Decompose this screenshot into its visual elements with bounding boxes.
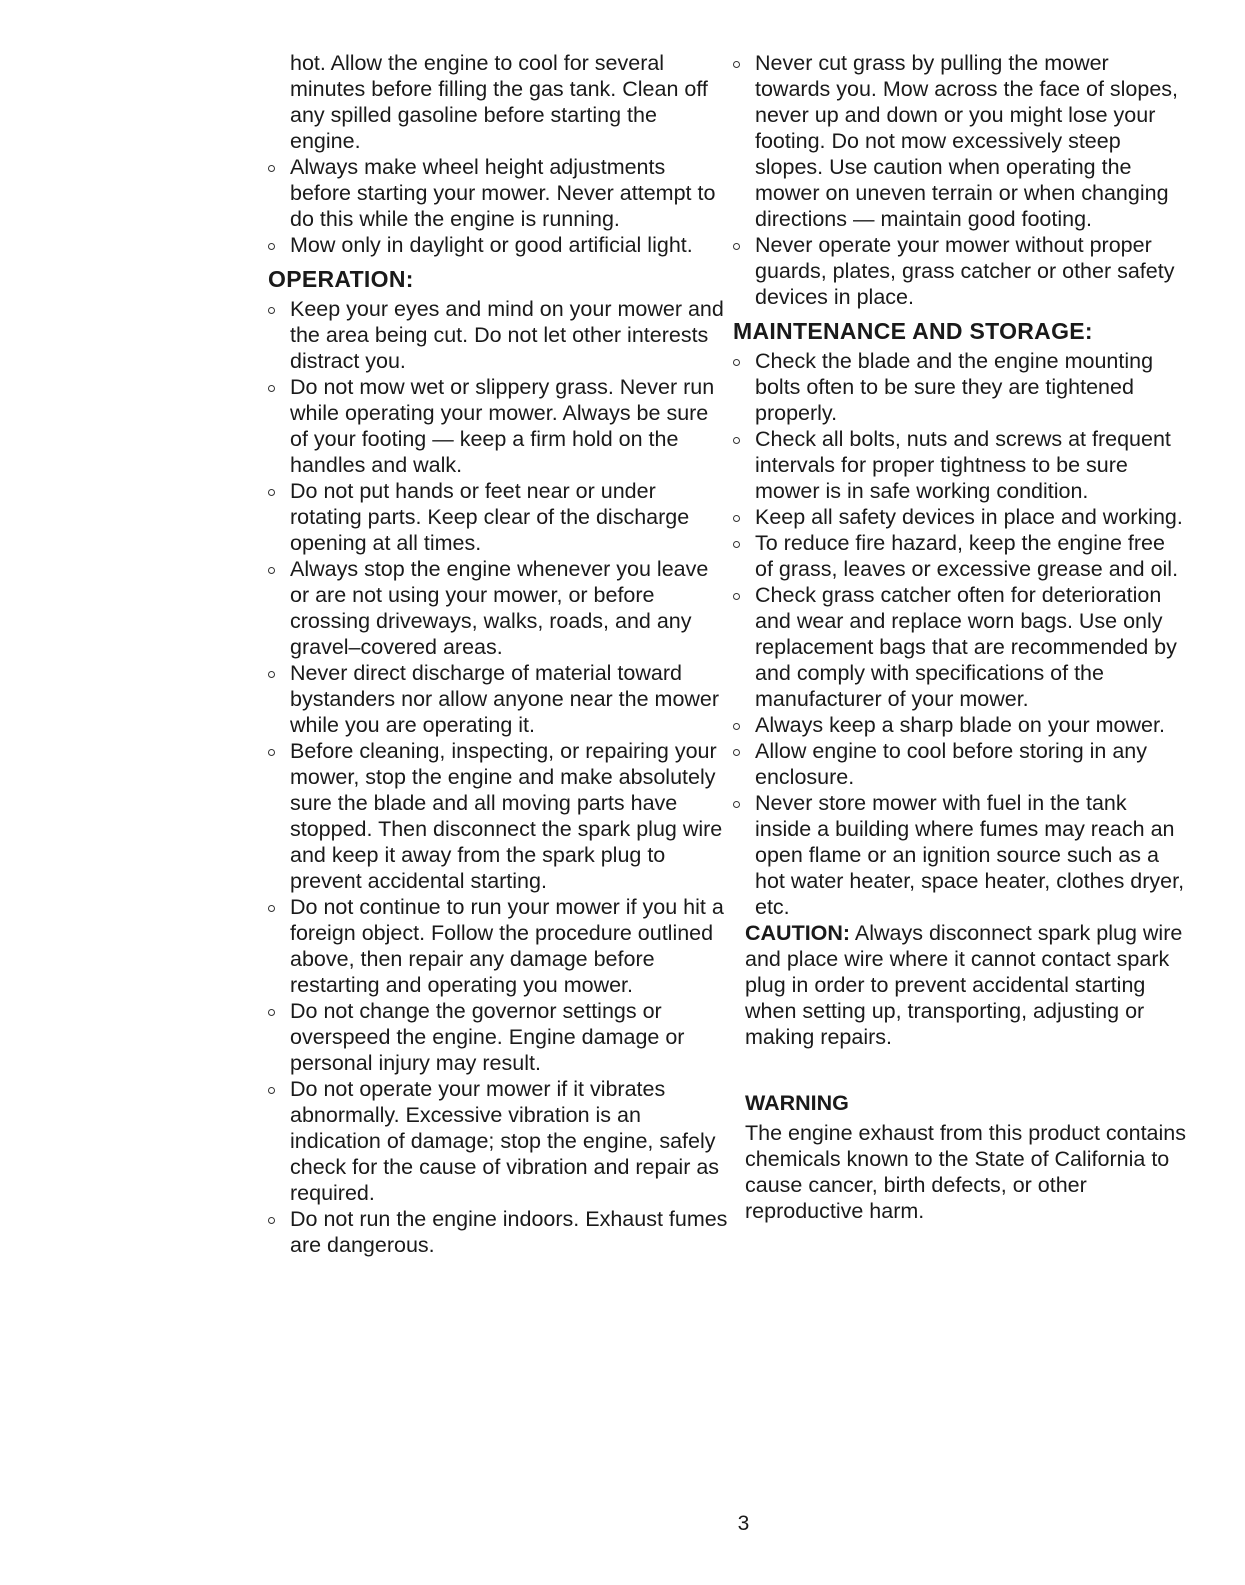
operation-heading: OPERATION:: [268, 266, 414, 292]
page-number-container: [0, 1512, 1245, 1536]
list-item: [268, 154, 728, 232]
bullet-icon: [268, 1087, 275, 1094]
list-item: [268, 374, 728, 478]
bullet-icon: [268, 567, 275, 574]
list-item-text: Do not continue to run your mower if you hit a foreign object. Follow the procedure outlined above, then repair any damage before restarting and operating you mower.: [290, 895, 724, 997]
operation-bullet-list: [268, 296, 728, 1258]
list-item: [733, 50, 1188, 232]
right-column: [733, 50, 1188, 1224]
bullet-icon: [268, 307, 275, 314]
list-item: [733, 530, 1188, 582]
bullet-icon: [268, 1217, 275, 1224]
list-item: [733, 348, 1188, 426]
continuation-paragraph: hot. Allow the engine to cool for several minutes before filling the gas tank. Clean off any spilled gasoline before starting the engine.: [290, 51, 708, 153]
list-item-text: Allow engine to cool before storing in any enclosure.: [755, 739, 1148, 789]
list-item: [268, 478, 728, 556]
list-item: [733, 790, 1188, 920]
bullet-icon: [268, 385, 275, 392]
list-item-text: Mow only in daylight or good artificial light.: [290, 233, 693, 257]
list-item: [268, 1206, 728, 1258]
top-bullet-list: [733, 50, 1188, 310]
list-item: [268, 556, 728, 660]
list-item-text: Always make wheel height adjustments before starting your mower. Never attempt to do this while the engine is running.: [290, 155, 716, 231]
list-item: [268, 232, 728, 258]
intro-bullet-list: [268, 154, 728, 258]
list-item: [733, 738, 1188, 790]
left-column: [268, 50, 728, 1258]
bullet-icon: [733, 801, 740, 808]
list-item-text: Always stop the engine whenever you leave or are not using your mower, or before crossing driveways, walks, roads, and any gravel–covered areas.: [290, 557, 709, 659]
warning-text: The engine exhaust from this product contains chemicals known to the State of California to cause cancer, birth defects, or other reproductive harm.: [745, 1121, 1187, 1223]
bullet-icon: [268, 749, 275, 756]
list-item-text: Do not change the governor settings or overspeed the engine. Engine damage or personal injury may result.: [290, 999, 685, 1075]
list-item-text: Do not put hands or feet near or under rotating parts. Keep clear of the discharge opening at all times.: [290, 479, 690, 555]
list-item: [268, 296, 728, 374]
list-item: [268, 894, 728, 998]
bullet-icon: [733, 749, 740, 756]
bullet-icon: [268, 905, 275, 912]
list-item-text: Never store mower with fuel in the tank inside a building where fumes may reach an open flame or an ignition source such as a hot water heater, space heater, clothes dryer, etc.: [755, 791, 1185, 919]
page-number: 3: [737, 1512, 750, 1535]
list-item-text: To reduce fire hazard, keep the engine free of grass, leaves or excessive grease and oil.: [755, 531, 1179, 581]
bullet-icon: [733, 723, 740, 730]
list-item-text: Do not operate your mower if it vibrates abnormally. Excessive vibration is an indication of damage; stop the engine, safely check for the cause of vibration and repair as required.: [290, 1077, 720, 1205]
bullet-icon: [268, 671, 275, 678]
bullet-icon: [733, 541, 740, 548]
list-item-text: Check all bolts, nuts and screws at frequent intervals for proper tightness to be sure mower is in safe working condition.: [755, 427, 1171, 503]
list-item: [733, 504, 1188, 530]
list-item: [268, 660, 728, 738]
maintenance-bullet-list: [733, 348, 1188, 920]
list-item-text: Keep all safety devices in place and working.: [755, 505, 1183, 529]
list-item: [268, 738, 728, 894]
bullet-icon: [733, 61, 740, 68]
list-item: [733, 712, 1188, 738]
list-item-text: Before cleaning, inspecting, or repairing your mower, stop the engine and make absolutely sure the blade and all moving parts have stopped. Then disconnect the spark plug wire and keep it away from the spark plug to prevent accidental starting.: [290, 739, 723, 893]
bullet-icon: [733, 243, 740, 250]
list-item-text: Always keep a sharp blade on your mower.: [755, 713, 1165, 737]
list-item: [733, 232, 1188, 310]
list-item-text: Never cut grass by pulling the mower towards you. Mow across the face of slopes, never up and down or you might lose your footing. Do not mow excessively steep slopes. Use caution when operating the mower on uneven terrain or when changing directions — maintain good footing.: [755, 51, 1179, 231]
bullet-icon: [268, 1009, 275, 1016]
bullet-icon: [733, 515, 740, 522]
caution-text: Always disconnect spark plug wire and place wire where it cannot contact spark plug in order to prevent accidental starting when setting up, transporting, adjusting or making repairs.: [745, 921, 1183, 1049]
list-item-text: Keep your eyes and mind on your mower and the area being cut. Do not let other interests distract you.: [290, 297, 724, 373]
bullet-icon: [268, 243, 275, 250]
list-item: [268, 998, 728, 1076]
list-item-text: Check grass catcher often for deterioration and wear and replace worn bags. Use only replacement bags that are recommended by and comply with specifications of the manufacturer of your mower.: [755, 583, 1177, 711]
caution-label: CAUTION:: [745, 921, 851, 945]
list-item-text: Never direct discharge of material toward bystanders nor allow anyone near the mower while you are operating it.: [290, 661, 720, 737]
list-item: [268, 1076, 728, 1206]
bullet-icon: [733, 359, 740, 366]
list-item-text: Check the blade and the engine mounting bolts often to be sure they are tightened properly.: [755, 349, 1154, 425]
list-item-text: Never operate your mower without proper guards, plates, grass catcher or other safety devices in place.: [755, 233, 1175, 309]
list-item-text: Do not mow wet or slippery grass. Never run while operating your mower. Always be sure of your footing — keep a firm hold on the handles and walk.: [290, 375, 715, 477]
warning-title: WARNING: [745, 1091, 849, 1115]
caution-note: [733, 920, 1188, 1050]
list-item: [733, 426, 1188, 504]
list-item-text: Do not run the engine indoors. Exhaust fumes are dangerous.: [290, 1207, 728, 1257]
bullet-icon: [733, 437, 740, 444]
bullet-icon: [268, 165, 275, 172]
list-item: [733, 582, 1188, 712]
bullet-icon: [268, 489, 275, 496]
bullet-icon: [733, 593, 740, 600]
maintenance-heading: MAINTENANCE AND STORAGE:: [733, 318, 1093, 344]
